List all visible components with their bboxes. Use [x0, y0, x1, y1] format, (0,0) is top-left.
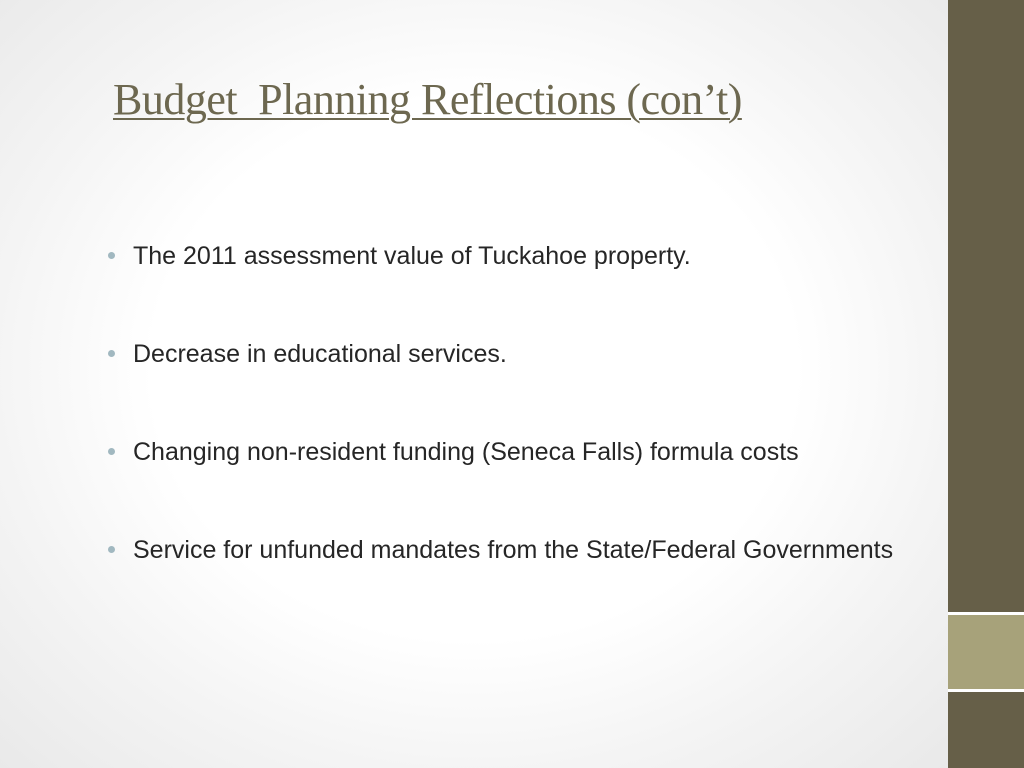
sidebar-accent-block [948, 615, 1024, 689]
bullet-dot-icon [108, 350, 115, 357]
bullet-dot-icon [108, 252, 115, 259]
bullet-text: Decrease in educational services. [133, 340, 507, 368]
slide-title: Budget Planning Reflections (con’t) [113, 75, 742, 124]
bullet-dot-icon [108, 546, 115, 553]
bullet-item-unfunded-mandates [108, 530, 908, 570]
sidebar-divider [948, 689, 1024, 692]
bullet-item-non-resident-funding [108, 432, 908, 472]
bullet-text: Service for unfunded mandates from the State/Federal Governments [133, 536, 894, 564]
bullet-text: Changing non-resident funding (Seneca Falls) formula costs [133, 438, 799, 466]
bullet-list [108, 236, 908, 570]
decorative-sidebar [948, 0, 1024, 768]
bullet-item-assessment-value [108, 236, 908, 276]
bullet-text: The 2011 assessment value of Tuckahoe property. [133, 242, 691, 270]
bullet-dot-icon [108, 448, 115, 455]
bullet-item-educational-services [108, 334, 908, 374]
